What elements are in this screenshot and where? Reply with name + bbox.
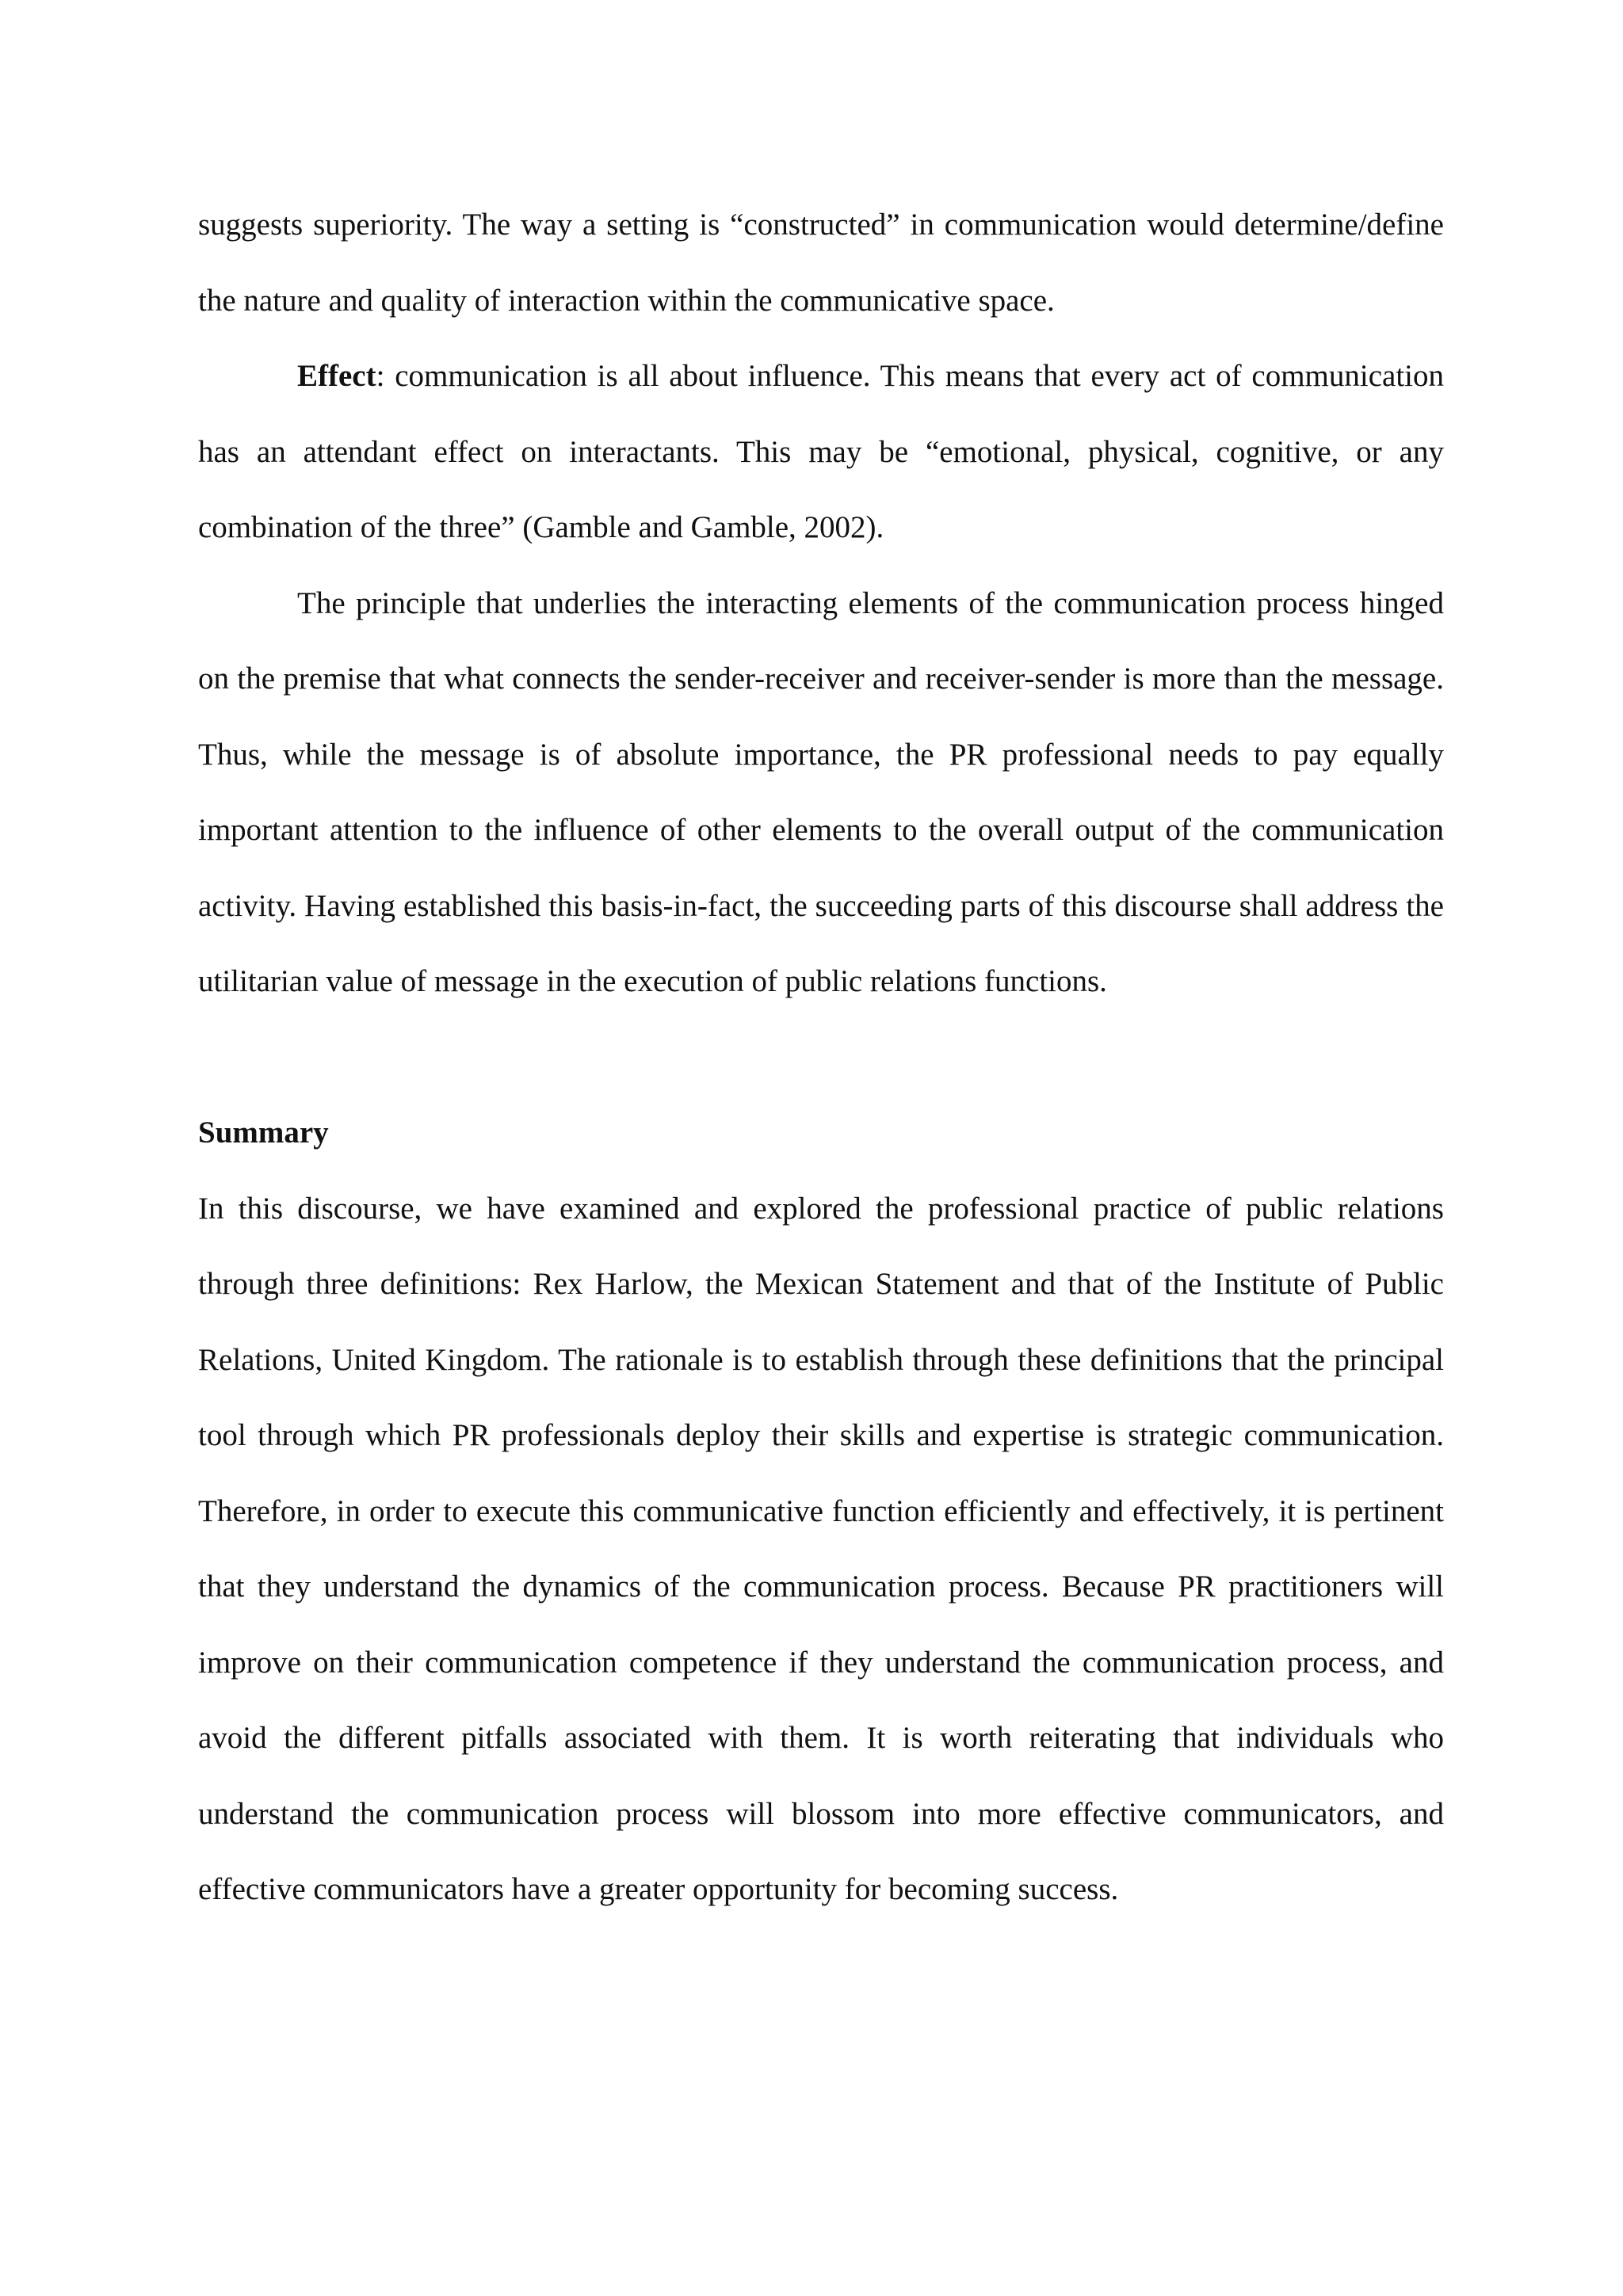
paragraph-setting-continuation: suggests superiority. The way a setting is “constructed” in communication would determine/define the nature and quality of interaction within the communicative space. [198, 208, 1444, 318]
paragraph-principle: The principle that underlies the interacting elements of the communication process hinged on the premise that what connects the sender-receiver and receiver-sender is more than the message. Thus, while the message is of absolute importance, the PR professional needs to pay equally important attention to the influence of other elements to the overall output of the communication activity. Having established this basis-in-fact, the succeeding parts of this discourse shall address the utilitarian value of message in the execution of public relations functions. [198, 585, 1444, 998]
section-heading-summary: Summary [198, 1116, 329, 1150]
term-effect: Effect [297, 359, 376, 393]
paragraph-effect [198, 338, 1444, 566]
paragraph-effect-text: : communication is all about influence. This means that every act of communication has an attendant effect on interactants. This may be “emotional, physical, cognitive, or any combination of the three” (Gamble and Gamble, 2002). [198, 359, 1444, 544]
paragraph-summary: In this discourse, we have examined and explored the professional practice of public relations through three definitions: Rex Harlow, the Mexican Statement and that of the Institute of Public Relations, United Kingdom. The rationale is to establish through these definitions that the principal tool through which PR professionals deploy their skills and expertise is strategic communication. Therefore, in order to execute this communicative function efficiently and effectively, it is pertinent that they understand the dynamics of the communication process. Because PR practitioners will improve on their communication competence if they understand the communication process, and avoid the different pitfalls associated with them. It is worth reiterating that individuals who understand the communication process will blossom into more effective communicators, and effective communicators have a greater opportunity for becoming success. [198, 1191, 1444, 1906]
document-page [198, 187, 1444, 1928]
